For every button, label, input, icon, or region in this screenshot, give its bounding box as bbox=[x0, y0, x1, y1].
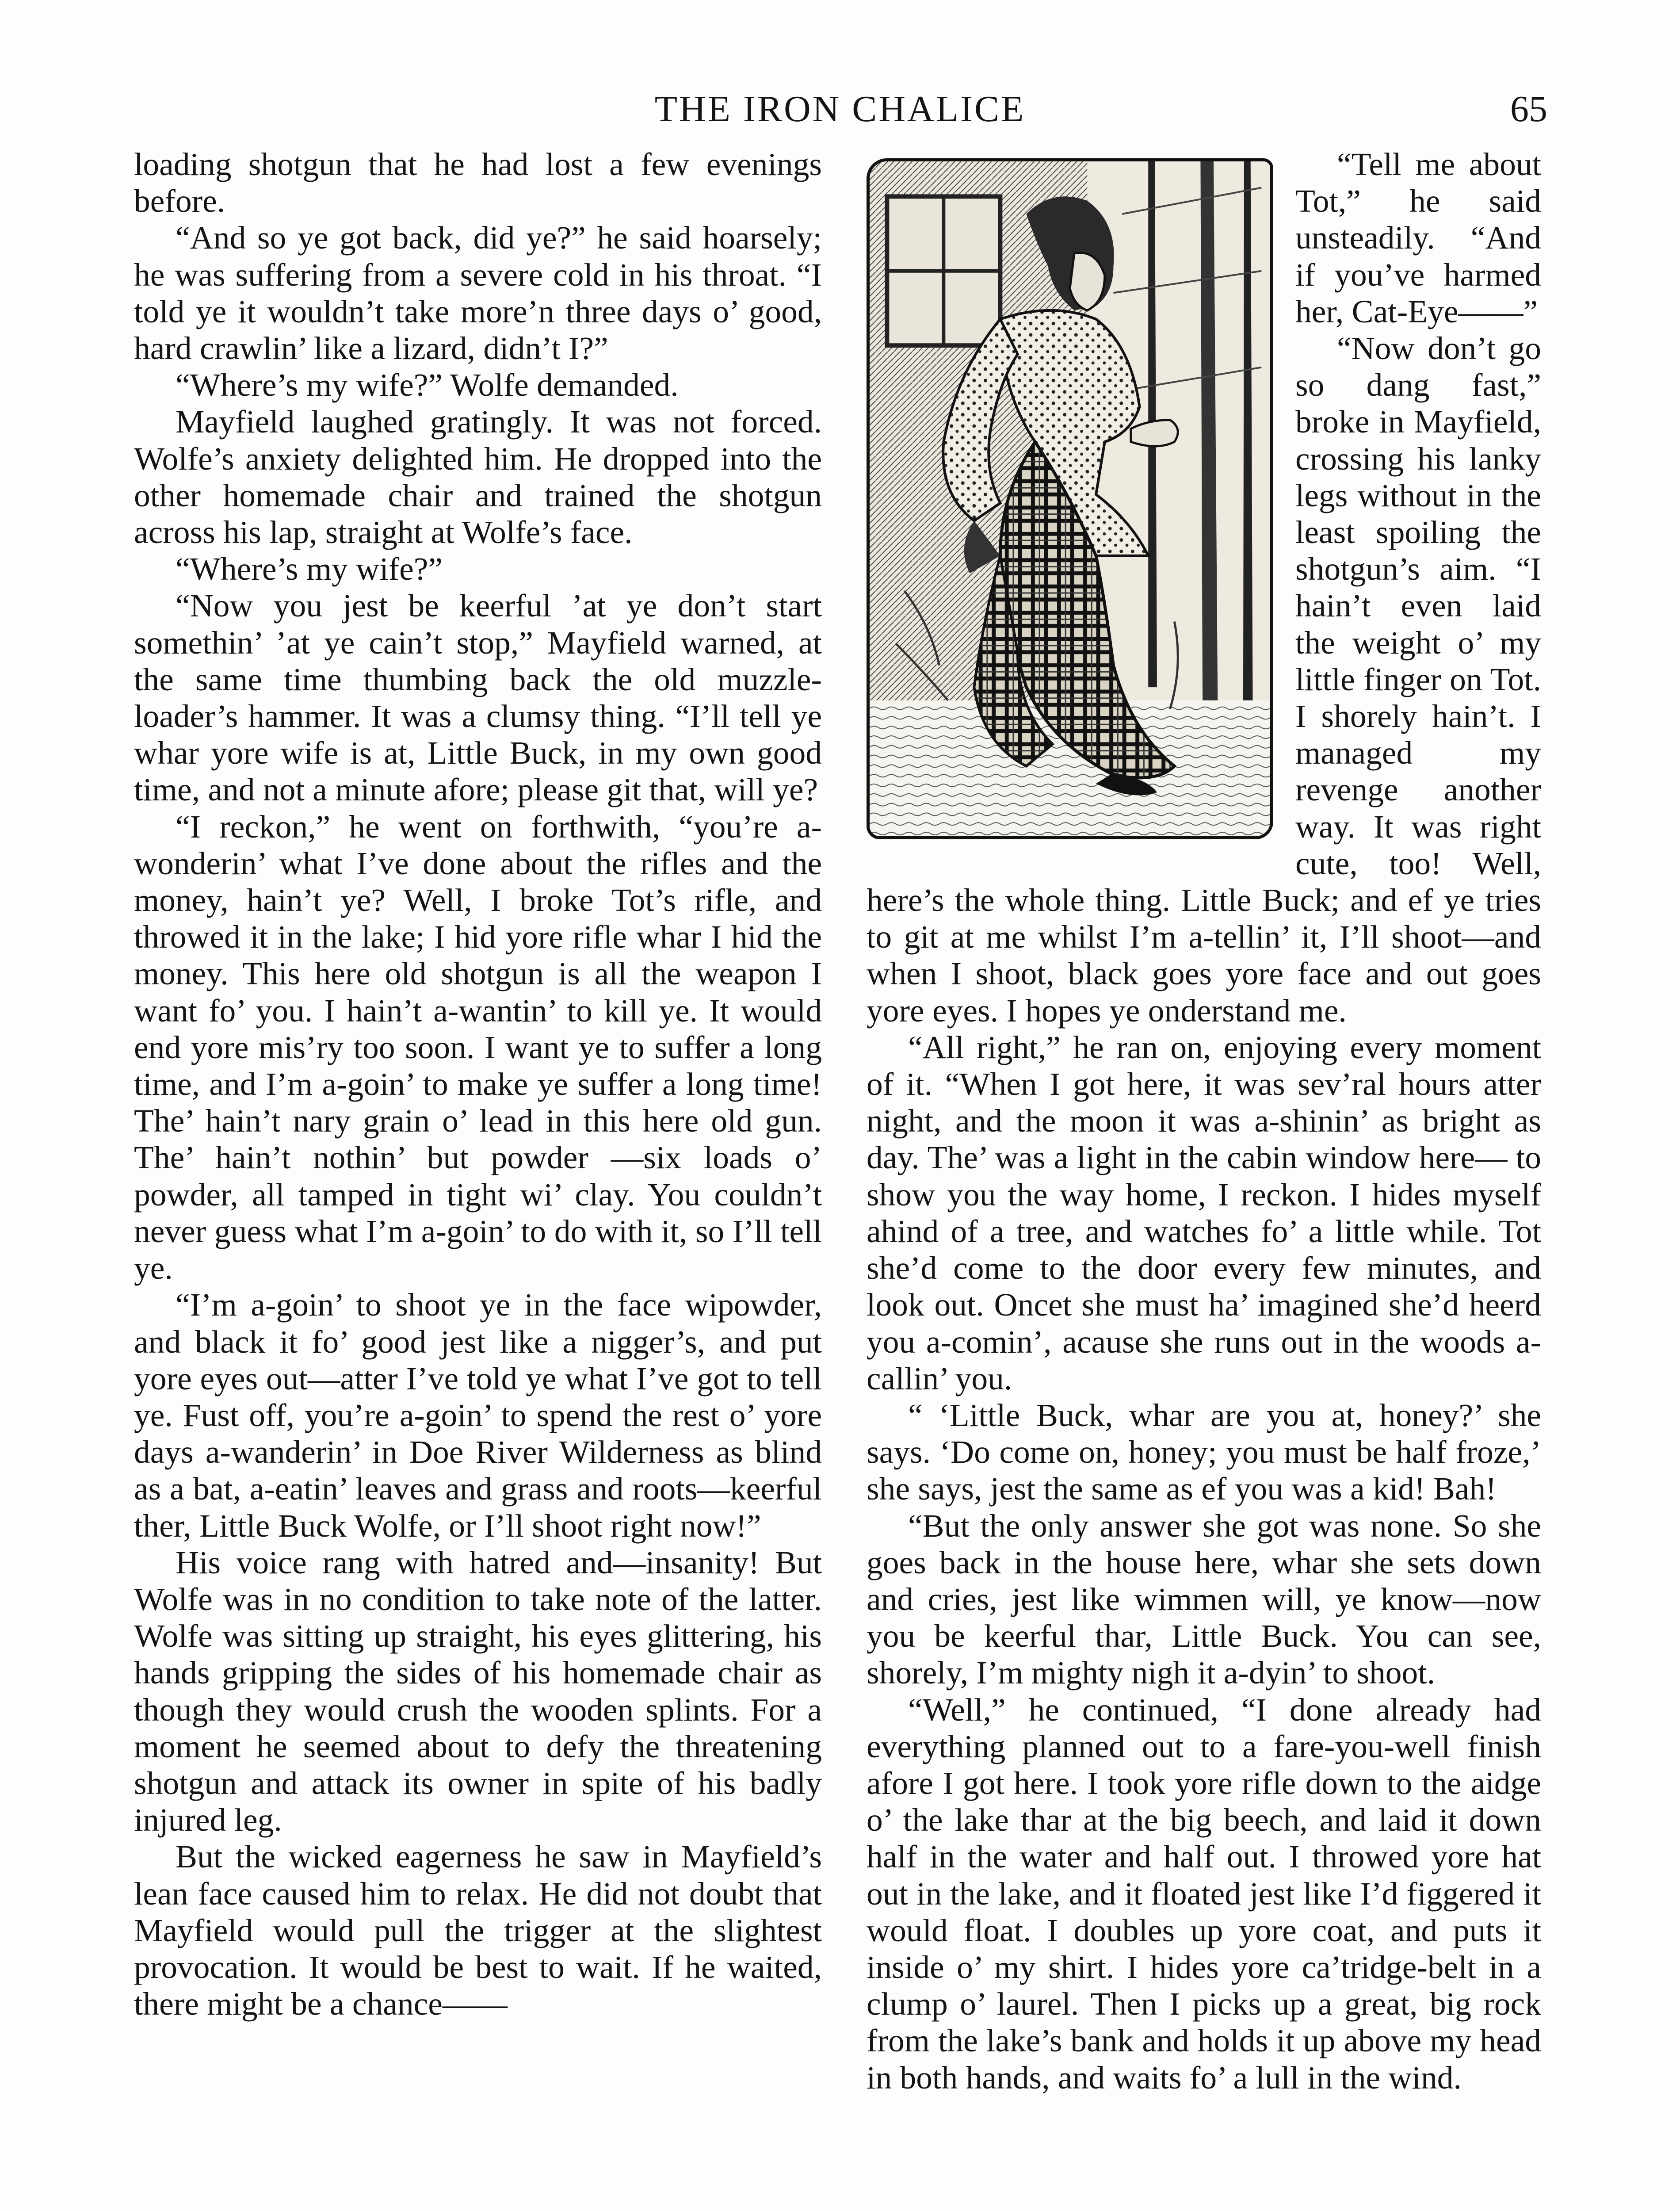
paragraph: “Now don’t go so dang fast,” broke in Mayfield, crossing his lanky legs without in the least spoiling the shotgun’s aim. “I hain’t even laid the weight o’ my little finger on Tot. I shorely hain’t. I managed my revenge another way. It was right cute, too! Well, here’s the whole thing. Little Buck; and ef ye tries to git at me whilst I’m a-tellin’ it, I’ll shoot—and when I shoot, black goes yore face and out goes yore eyes. I hopes ye onderstand me. bbox=[867, 330, 1541, 1029]
running-title: THE IRON CHALICE bbox=[654, 88, 1026, 130]
paragraph: “Where’s my wife?” bbox=[176, 551, 443, 587]
paragraph: His voice rang with hatred and—insanity! But Wolfe was in no condition to take note of the latter. Wolfe was sitting up straight, his eyes glittering, his hands gripping the sides of his homemade chair as though they would crush the wooden splints. For a moment he seemed about to defy the threatening shotgun and attack its owner in spite of his badly injured leg. bbox=[134, 1544, 822, 1838]
paragraph: “Now you jest be keerful ’at ye don’t start somethin’ ’at ye cain’t stop,” Mayfield warned, at the same time thumbing back the old muzzle-loader’s hammer. It was a clumsy thing. “I’ll tell ye whar yore wife is at, Little Buck, in my own good time, and not a minute afore; please git that, will ye? bbox=[134, 588, 822, 808]
paragraph: “Well,” he continued, “I done already had everything planned out to a fare-you-well finish afore I got here. I took yore rifle down to the aidge o’ the lake thar at the big beech, and laid it down half in the water and half out. I throwed yore hat out in the lake, and it floated jest like I’d figgered it would float. I doubles up yore coat, and puts it inside o’ my shirt. I hides yore ca’tridge-belt in a clump o’ laurel. Then I picks up a great, big rock from the lake’s bank and holds it up above my head in both hands, and waits fo’ a lull in the wind. bbox=[867, 1691, 1541, 2096]
paragraph: “And so ye got back, did ye?” he said hoarsely; he was suffering from a severe cold in his throat. “I told ye it wouldn’t take more’n three days o’ good, hard crawlin’ like a lizard, didn’t I?” bbox=[134, 220, 822, 367]
page-number: 65 bbox=[1510, 88, 1547, 130]
paragraph: “All right,” he ran on, enjoying every moment of it. “When I got here, it was sev’ral hours atter night, and the moon it was a-shinin’ as bright as day. The’ was a light in the cabin window here— to show you the way home, I reckon. I hides myself ahind of a tree, and watches fo’ a little while. Tot she’d come to the door every few minutes, and look out. Oncet she must ha’ imagined she’d heerd you a-comin’, acause she runs out in the woods a-callin’ you. bbox=[867, 1029, 1541, 1396]
paragraph: “Tell me about Tot,” he said unsteadily. “And if you’ve harmed her, Cat-Eye——” bbox=[1295, 146, 1541, 329]
woman-in-woods-drawing bbox=[870, 161, 1270, 836]
right-text-column bbox=[867, 146, 1541, 2096]
left-text-column bbox=[134, 146, 822, 2022]
paragraph: “Where’s my wife?” Wolfe demanded. bbox=[176, 367, 679, 403]
paragraph: “I reckon,” he went on forthwith, “you’re a-wonderin’ what I’ve done about the rifles and the money, hain’t ye? Well, I broke Tot’s rifle, and throwed it in the lake; I hid yore rifle whar I hid the money. This here old shotgun is all the weapon I want fo’ you. I hain’t a-wantin’ to kill ye. It would end yore mis’ry too soon. I want ye to suffer a long time, and I’m a-goin’ to make ye suffer a long time! The’ hain’t nary grain o’ lead in this here old gun. The’ hain’t nothin’ but powder —six loads o’ powder, all tamped in tight wi’ clay. You couldn’t never guess what I’m a-goin’ to do with it, so I’ll tell ye. bbox=[134, 808, 822, 1286]
paragraph: “I’m a-goin’ to shoot ye in the face wipowder, and black it fo’ good jest like a nigger’s, and put yore eyes out—atter I’ve told ye what I’ve got to tell ye. Fust off, you’re a-goin’ to spend the rest o’ yore days a-wanderin’ in Doe River Wilderness as blind as a bat, a-eatin’ leaves and grass and roots—keerful ther, Little Buck Wolfe, or I’ll shoot right now!” bbox=[134, 1287, 822, 1544]
paragraph: But the wicked eagerness he saw in Mayfield’s lean face caused him to relax. He did not doubt that Mayfield would pull the trigger at the slightest provocation. It would be best to wait. If he waited, there might be a chance—— bbox=[134, 1839, 822, 2022]
paragraph: loading shotgun that he had lost a few evenings before. bbox=[134, 146, 822, 219]
story-illustration bbox=[867, 158, 1273, 839]
paragraph: Mayfield laughed gratingly. It was not forced. Wolfe’s anxiety delighted him. He dropped into the other homemade chair and trained the shotgun across his lap, straight at Wolfe’s face. bbox=[134, 404, 822, 551]
paragraph: “But the only answer she got was none. So she goes back in the house here, whar she sets down and cries, jest like wimmen will, ye know—now you be keerful thar, Little Buck. You can see, shorely, I’m mighty nigh it a-dyin’ to shoot. bbox=[867, 1507, 1541, 1691]
paragraph: “ ‘Little Buck, whar are you at, honey?’ she says. ‘Do come on, honey; you must be half froze,’ she says, jest the same as ef you was a kid! Bah! bbox=[867, 1397, 1541, 1507]
